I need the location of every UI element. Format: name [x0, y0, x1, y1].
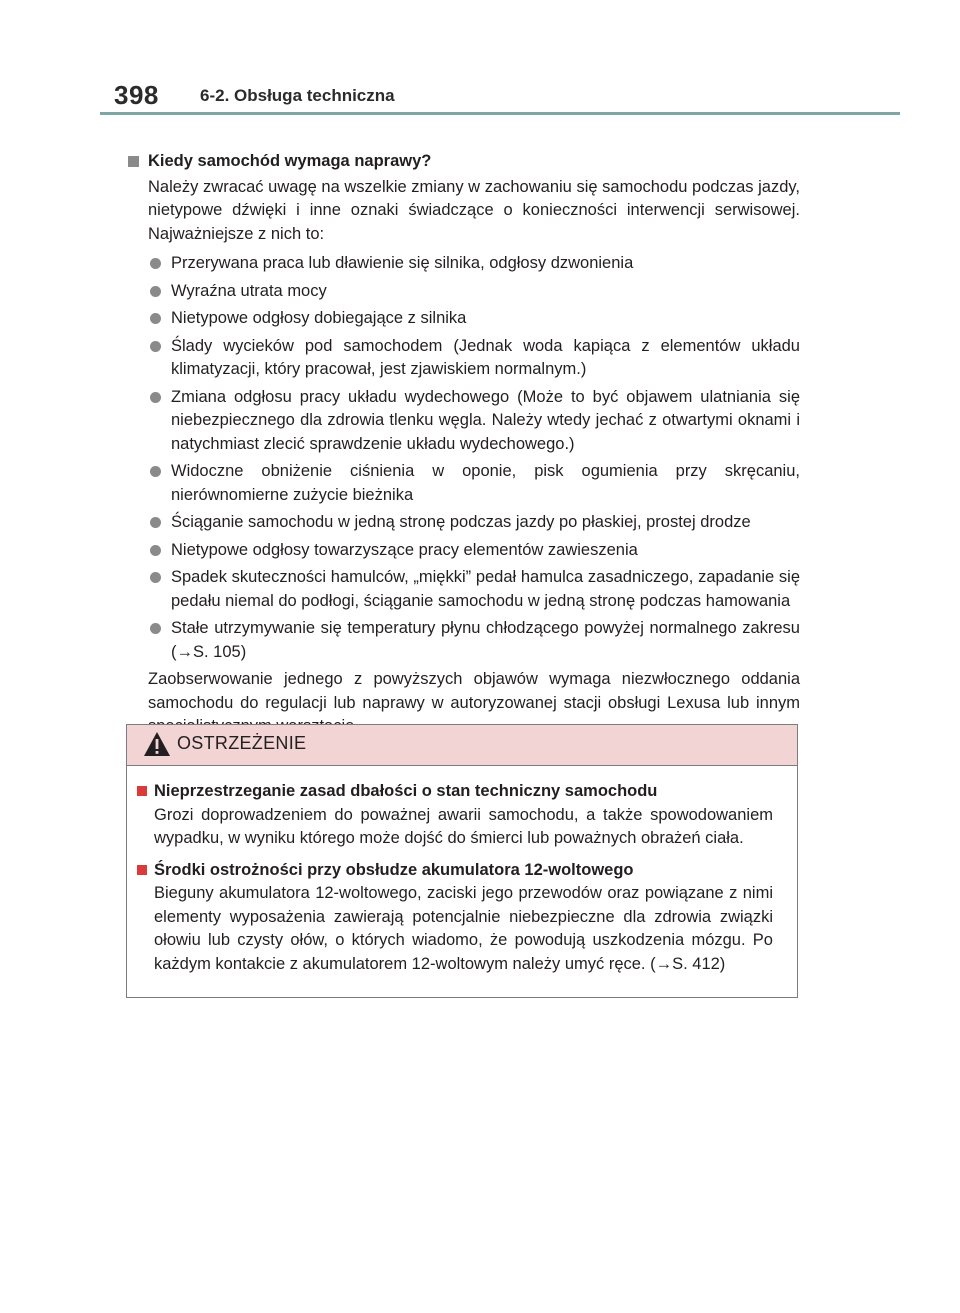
- warning-item-text: Grozi doprowadzeniem do poważnej awarii samochodu, a także spowodowaniem wypadku, w wyniku którego może dojść do śmierci lub poważnych obrażeń ciała.: [154, 805, 773, 847]
- list-item-text: Nietypowe odgłosy towarzyszące pracy elementów zawieszenia: [171, 540, 638, 559]
- section-title: 6-2. Obsługa techniczna: [200, 86, 395, 105]
- warning-title: OSTRZEŻENIE: [177, 733, 307, 753]
- page-number: 398: [114, 80, 159, 110]
- intro-paragraph: Należy zwracać uwagę na wszelkie zmiany w zachowaniu się samochodu podczas jazdy, nietypowe dźwięki i inne oznaki świadczące o konieczności interwencji serwisowej. Najważniejsze z nich to:: [148, 177, 800, 243]
- symptom-list: [128, 252, 800, 664]
- circle-bullet-icon: [150, 623, 161, 634]
- circle-bullet-icon: [150, 517, 161, 528]
- square-bullet-icon: [128, 156, 139, 167]
- list-item: [148, 252, 800, 276]
- warning-triangle-icon: [143, 731, 171, 757]
- circle-bullet-icon: [150, 341, 161, 352]
- list-item: [148, 460, 800, 507]
- circle-bullet-icon: [150, 313, 161, 324]
- red-square-icon: [137, 786, 147, 796]
- list-item: [148, 307, 800, 331]
- circle-bullet-icon: [150, 545, 161, 556]
- warning-item-title: [137, 780, 773, 804]
- warning-box: [126, 724, 798, 998]
- list-item-text: Ślady wycieków pod samochodem (Jednak woda kapiąca z elementów układu klimatyzacji, który pracował, jest zjawiskiem normalnym.): [171, 336, 800, 378]
- list-item: [148, 511, 800, 535]
- warning-item-title: [137, 859, 773, 883]
- list-item-text: Spadek skuteczności hamulców, „miękki” pedał hamulca zasadniczego, zapadanie się pedału niemal do podłogi, ściąganie samochodu w jedną stronę podczas hamowania: [171, 568, 800, 610]
- section-heading-text: Kiedy samochód wymaga naprawy?: [148, 152, 432, 170]
- header-divider: [100, 112, 900, 115]
- warning-item-title-text: Nieprzestrzeganie zasad dbałości o stan techniczny samochodu: [154, 782, 658, 800]
- main-content: [128, 150, 800, 739]
- circle-bullet-icon: [150, 286, 161, 297]
- circle-bullet-icon: [150, 392, 161, 403]
- section-heading: [128, 150, 800, 174]
- circle-bullet-icon: [150, 466, 161, 477]
- list-item-text: Stałe utrzymywanie się temperatury płynu chłodzącego powyżej normalnego zakresu (→S. 105): [171, 619, 800, 661]
- warning-header: [127, 725, 797, 766]
- list-item: [148, 280, 800, 304]
- list-item-text: Zmiana odgłosu pracy układu wydechowego (Może to być objawem ulatniania się niebezpiecznego dla zdrowia tlenku węgla. Należy wtedy jechać z otwartymi oknami i natychmiast zlecić sprawdzenie układu wydechowego.): [171, 387, 800, 453]
- list-item: [148, 539, 800, 563]
- red-square-icon: [137, 865, 147, 875]
- list-item: [148, 617, 800, 664]
- list-item-text: Widoczne obniżenie ciśnienia w oponie, pisk ogumienia przy skręcaniu, nierównomierne zużycie bieżnika: [171, 462, 800, 504]
- list-item-text: Przerywana praca lub dławienie się silnika, odgłosy dzwonienia: [171, 254, 634, 272]
- page-header: [0, 0, 960, 118]
- list-item-text: Ściąganie samochodu w jedną stronę podczas jazdy po płaskiej, prostej drodze: [171, 513, 751, 531]
- warning-item-title-text: Środki ostrożności przy obsłudze akumulatora 12-woltowego: [154, 860, 634, 879]
- list-item-text: Nietypowe odgłosy dobiegające z silnika: [171, 309, 467, 327]
- circle-bullet-icon: [150, 572, 161, 583]
- circle-bullet-icon: [150, 258, 161, 269]
- warning-item-text: Bieguny akumulatora 12-woltowego, zaciski jego przewodów oraz powiązane z nimi elementy wyposażenia zawierają potencjalnie niebezpieczne dla zdrowia związki ołowiu lub czysty ołów, o których wiadomo, że powodują uszkodzenia mózgu. Po każdym kontakcie z akumulatorem 12-woltowym należy umyć ręce. (→S. 412): [154, 884, 773, 973]
- warning-body: [127, 766, 797, 976]
- closing-paragraph: Zaobserwowanie jednego z powyższych objawów wymaga niezwłocznego oddania samochodu do regulacji lub naprawy w autoryzowanej stacji obsługi Lexusa lub innym: [148, 670, 800, 712]
- list-item: [148, 335, 800, 382]
- list-item-text: Wyraźna utrata mocy: [171, 281, 327, 300]
- list-item: [148, 566, 800, 613]
- list-item: [148, 386, 800, 457]
